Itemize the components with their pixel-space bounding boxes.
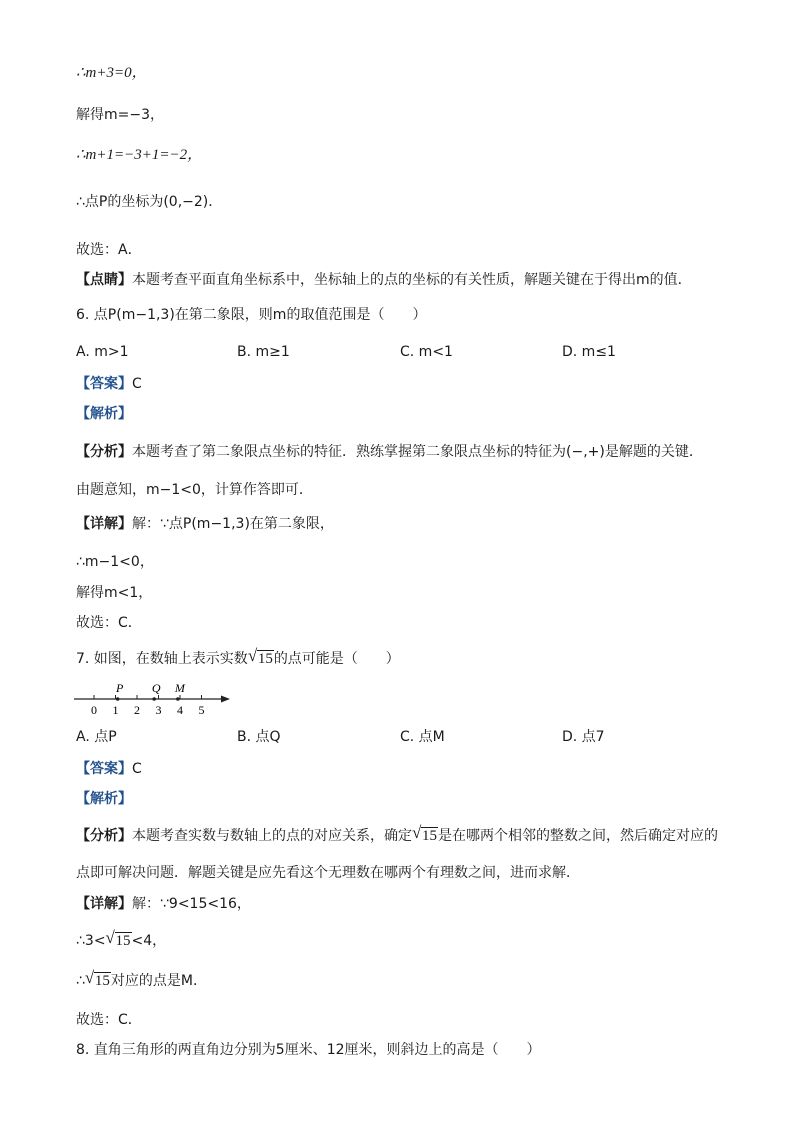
q7-fenxi2: 点即可解决问题．解题关键是应先看这个无理数在哪两个有理数之间，进而求解．	[76, 865, 580, 881]
q6-option-c: C. m<1	[400, 344, 453, 360]
axis-arrow	[221, 696, 230, 703]
q6-stem: 6. 点P(m−1,3)在第二象限，则m的取值范围是（ ）	[76, 307, 427, 323]
fenxi-text: 本题考查了第二象限点坐标的特征．熟练掌握第二象限点坐标的特征为(−,+)是解题的关键．	[132, 444, 703, 460]
fenxi-tag: 【分析】	[76, 444, 132, 460]
radicand: 15	[422, 828, 437, 844]
detail-text: 解：∵9<15<16，	[132, 896, 251, 912]
detail-text: 解：∵点P(m−1,3)在第二象限，	[132, 516, 334, 532]
tick-label: 1	[112, 703, 119, 717]
q7-fenxi	[76, 823, 718, 845]
answer-value: C	[132, 376, 142, 392]
q7-detail	[76, 895, 251, 913]
q6-option-d: D. m≤1	[562, 344, 616, 360]
tick-label: 0	[91, 703, 97, 717]
radical-sign: √	[105, 928, 115, 947]
q6-option-a: A. m>1	[76, 344, 129, 360]
q7-analysis-tag: 【解析】	[76, 791, 132, 807]
detail-tag: 【详解】	[76, 896, 132, 912]
q7-option-c: C. 点M	[400, 729, 445, 745]
fenxi-post: 是在哪两个相邻的整数之间，然后确定对应的	[438, 828, 718, 844]
d3-post: 对应的点是M．	[110, 973, 208, 989]
q7-stem	[76, 646, 400, 668]
q6-option-b: B. m≥1	[237, 344, 290, 360]
d2-post: <4，	[131, 933, 167, 949]
fenxi-pre: 本题考查实数与数轴上的点的对应关系，确定	[132, 828, 412, 844]
sqrt-15	[105, 928, 132, 950]
fenxi-tag: 【分析】	[76, 828, 132, 844]
answer-tag: 【答案】	[76, 761, 132, 777]
q6-fenxi2: 由题意知，m−1<0，计算作答即可．	[76, 482, 313, 498]
point-label: P	[115, 681, 124, 695]
q6-d3: 解得m<1，	[76, 585, 153, 601]
line-2: 解得m=−3，	[76, 107, 165, 123]
radicand: 15	[115, 933, 131, 949]
tick-label: 4	[177, 703, 183, 717]
q6-analysis-tag: 【解析】	[76, 406, 132, 422]
line-3	[76, 146, 202, 164]
point-dot	[116, 697, 120, 701]
radical-sign: √	[412, 823, 422, 842]
q7-option-b: B. 点Q	[237, 729, 281, 745]
q7-d3	[76, 968, 208, 990]
radicand: 15	[257, 651, 273, 667]
q7-option-d: D. 点7	[562, 729, 605, 745]
radical-sign: √	[84, 968, 95, 987]
radical-sign: √	[247, 646, 258, 665]
sqrt-15	[412, 823, 438, 845]
line-1	[76, 64, 147, 82]
q6-d2: ∴m−1<0，	[76, 554, 154, 570]
q7-answer	[76, 760, 142, 778]
point-label: M	[174, 681, 185, 695]
q7-d2	[76, 928, 167, 950]
tip-text: 本题考查平面直角坐标系中，坐标轴上的点的坐标的有关性质，解题关键在于得出m的值．	[132, 272, 692, 288]
sqrt-15	[247, 646, 274, 668]
q7-option-a: A. 点P	[76, 729, 117, 745]
q6-detail	[76, 515, 334, 533]
q6-answer	[76, 375, 142, 393]
tick-label: 3	[155, 703, 162, 717]
radicand: 15	[94, 973, 110, 989]
math-text: ∴m+3=0，	[76, 65, 147, 81]
point-label: Q	[151, 681, 161, 695]
d3-pre: ∴	[76, 973, 85, 989]
q6-fenxi	[76, 443, 703, 461]
answer-value: C	[132, 761, 142, 777]
tip-line	[76, 271, 692, 289]
answer-tag: 【答案】	[76, 376, 132, 392]
tip-tag: 【点睛】	[76, 272, 132, 288]
q7-stem-post: 的点可能是（ ）	[273, 651, 400, 667]
point-dot	[176, 697, 180, 701]
tick-label: 2	[134, 703, 140, 717]
sqrt-15	[84, 968, 111, 990]
q7-stem-pre: 7. 如图，在数轴上表示实数	[76, 651, 248, 667]
line-5: 故选：A．	[76, 242, 142, 258]
point-dot	[152, 697, 156, 701]
tick-label: 5	[198, 703, 205, 717]
q6-d4: 故选：C．	[76, 615, 142, 631]
detail-tag: 【详解】	[76, 516, 132, 532]
line-4: ∴点P的坐标为(0,−2)．	[76, 194, 223, 210]
q8-stem: 8. 直角三角形的两直角边分别为5厘米、12厘米，则斜边上的高是（ ）	[76, 1042, 541, 1058]
q7-d4: 故选：C．	[76, 1012, 142, 1028]
number-line	[74, 678, 234, 720]
math-text: ∴m+1=−3+1=−2，	[76, 147, 203, 163]
d2-pre: ∴3<	[76, 933, 106, 949]
